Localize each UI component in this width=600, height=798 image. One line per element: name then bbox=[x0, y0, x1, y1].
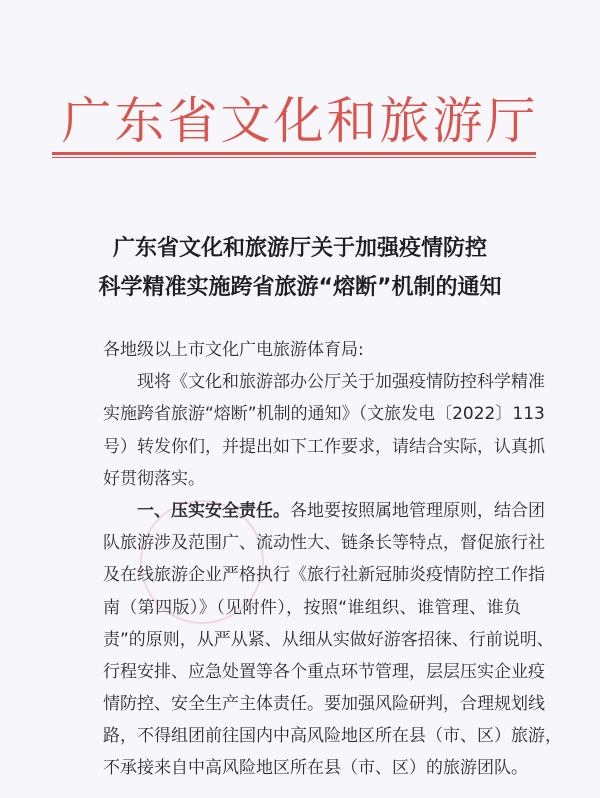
paragraph-line: 责”的原则，从严从紧、从细从实做好游客招徕、行前说明、 bbox=[103, 629, 554, 650]
paragraph-line: 及在线旅游企业严格执行《旅行社新冠肺炎疫情防控工作指 bbox=[103, 565, 545, 586]
letterhead-org-name: 广东省文化和旅游厅 bbox=[61, 92, 539, 150]
section-1-heading: 一、压实安全责任。 bbox=[137, 500, 290, 521]
paragraph-line: 号）转发你们，并提出如下工作要求，请结合实际，认真抓 bbox=[103, 436, 545, 457]
document-title-line-1: 广东省文化和旅游厅关于加强疫情防控 bbox=[112, 236, 487, 261]
document-title-line-2: 科学精准实施跨省旅游“熔断”机制的通知 bbox=[98, 275, 502, 300]
paragraph-line: 实施跨省旅游“熔断”机制的通知》（文旅发电〔2022〕113 bbox=[103, 404, 545, 425]
paragraph-line: 情防控、安全生产主体责任。要加强风险研判，合理规划线 bbox=[103, 694, 545, 715]
letterhead-divider-thin bbox=[52, 157, 536, 158]
letterhead-divider bbox=[52, 152, 536, 155]
salutation: 各地级以上市文化广电旅游体育局: bbox=[103, 340, 364, 360]
paragraph-line: 南（第四版）》（见附件），按照“谁组织、谁管理、谁负 bbox=[103, 597, 521, 618]
paragraph-line: 队旅游涉及范围广、流动性大、链条长等特点，督促旅行社 bbox=[103, 533, 545, 554]
paragraph-line: 好贯彻落实。 bbox=[103, 468, 205, 489]
paragraph-line: 各地要按照属地管理原则，结合团 bbox=[290, 500, 545, 521]
document-body bbox=[103, 334, 562, 785]
paragraph-line: 现将《文化和旅游部办公厅关于加强疫情防控科学精准 bbox=[137, 372, 545, 393]
section-1-first-line bbox=[103, 495, 545, 527]
paragraph-line: 不承接来自中高风险地区所在县（市、区）的旅游团队。 bbox=[103, 758, 528, 779]
paragraph-line: 路，不得组团前往国内中高风险地区所在县（市、区）旅游， bbox=[103, 726, 562, 747]
paragraph-line: 行程安排、应急处置等各个重点环节管理，层层压实企业疫 bbox=[103, 661, 545, 682]
